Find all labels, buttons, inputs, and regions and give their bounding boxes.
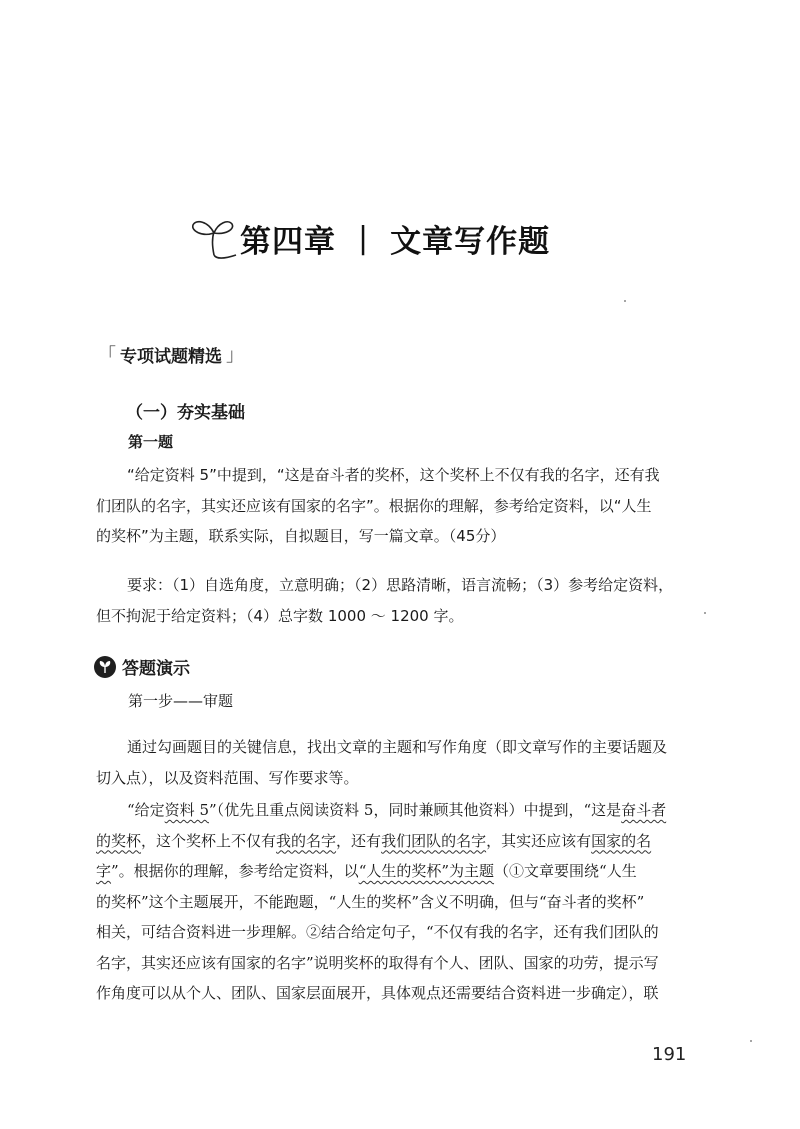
- requirements-line: 要求：（1）自选角度，立意明确；（2）思路清晰，语言流畅；（3）参考给定资料，: [127, 576, 674, 594]
- keyword-underlined: 国家的名: [591, 831, 652, 850]
- chapter-separator: |: [358, 220, 369, 256]
- page-number: 191: [652, 1044, 687, 1065]
- answer-header: [94, 654, 190, 679]
- scan-speck: [750, 1040, 752, 1042]
- analysis-text: ，还有: [336, 831, 382, 850]
- answer-intro: [96, 732, 696, 793]
- analysis-text: “给定: [127, 801, 165, 819]
- analysis-line: [96, 856, 696, 887]
- analysis-line: 作角度可以从个人、团队、国家层面展开，具体观点还需要结合资料进一步确定），联: [96, 984, 659, 1002]
- keyword-underlined: 的奖杯: [96, 831, 142, 850]
- intro-line: 通过勾画题目的关键信息，找出文章的主题和写作角度（即文章写作的主要话题及: [127, 738, 668, 756]
- prompt-line: 的奖杯”为主题，联系实际，自拟题目，写一篇文章。（45分）: [96, 527, 506, 545]
- question-title: 第一题: [128, 433, 174, 451]
- analysis-line: [96, 826, 696, 857]
- answer-title: 答题演示: [122, 659, 190, 679]
- keyword-underlined: 资料 5: [164, 801, 209, 819]
- keyword-underlined: 奋斗者: [621, 801, 667, 819]
- answer-analysis: [96, 795, 696, 1009]
- keyword-underlined: “人生的奖杯”为主题: [358, 862, 495, 880]
- chapter-number: 第四章: [240, 223, 336, 260]
- bracket-right: 」: [226, 345, 244, 366]
- analysis-text: （①文章要围绕“人生: [494, 862, 637, 880]
- chapter-heading: [190, 208, 550, 268]
- step-title: 第一步——审题: [128, 692, 234, 710]
- keyword-underlined: 字: [96, 862, 112, 880]
- analysis-line: [96, 795, 696, 826]
- sprout-icon: [190, 215, 238, 261]
- bracket-left: 「: [98, 345, 116, 366]
- chapter-subtitle: 文章写作题: [390, 223, 551, 260]
- scan-speck: [624, 300, 626, 302]
- prompt-line: “给定资料 5”中提到，“这是奋斗者的奖杯，这个奖杯上不仅有我的名字，还有我: [127, 466, 660, 484]
- analysis-text: ，其实还应该有: [486, 831, 592, 850]
- analysis-text: ”（优先且重点阅读资料 5，同时兼顾其他资料）中提到，“这是: [208, 801, 622, 819]
- analysis-text: ”。根据你的理解，参考给定资料，以: [111, 862, 359, 880]
- keyword-underlined: 我们团队的名字: [381, 831, 487, 850]
- analysis-line: 的奖杯”这个主题展开，不能跑题，“人生的奖杯”含义不明确，但与“奋斗者的奖杯”: [96, 892, 645, 911]
- keyword-underlined: 我的名字: [276, 831, 337, 850]
- leaf-badge-icon: [94, 656, 116, 678]
- subsection-title: （一）夯实基础: [126, 403, 245, 423]
- analysis-line: 名字，其实还应该有国家的名字”说明奖杯的取得有个人、团队、国家的功劳，提示写: [96, 953, 659, 972]
- analysis-line: 相关，可结合资料进一步理解。②结合给定句子，“不仅有我的名字，还有我们团队的: [96, 923, 659, 941]
- question-requirements: [96, 570, 696, 631]
- section-label: [98, 341, 244, 367]
- prompt-line: 们团队的名字，其实还应该有国家的名字”。根据你的理解，参考给定资料，以“人生: [96, 496, 652, 515]
- section-label-text: 专项试题精选: [120, 346, 222, 367]
- scan-speck: [704, 612, 706, 614]
- requirements-line: 但不拘泥于给定资料；（4）总字数 1000 ～ 1200 字。: [96, 606, 464, 625]
- question-prompt: [96, 460, 696, 552]
- intro-line: 切入点），以及资料范围、写作要求等。: [96, 768, 359, 787]
- analysis-text: ，这个奖杯上不仅有: [141, 831, 277, 850]
